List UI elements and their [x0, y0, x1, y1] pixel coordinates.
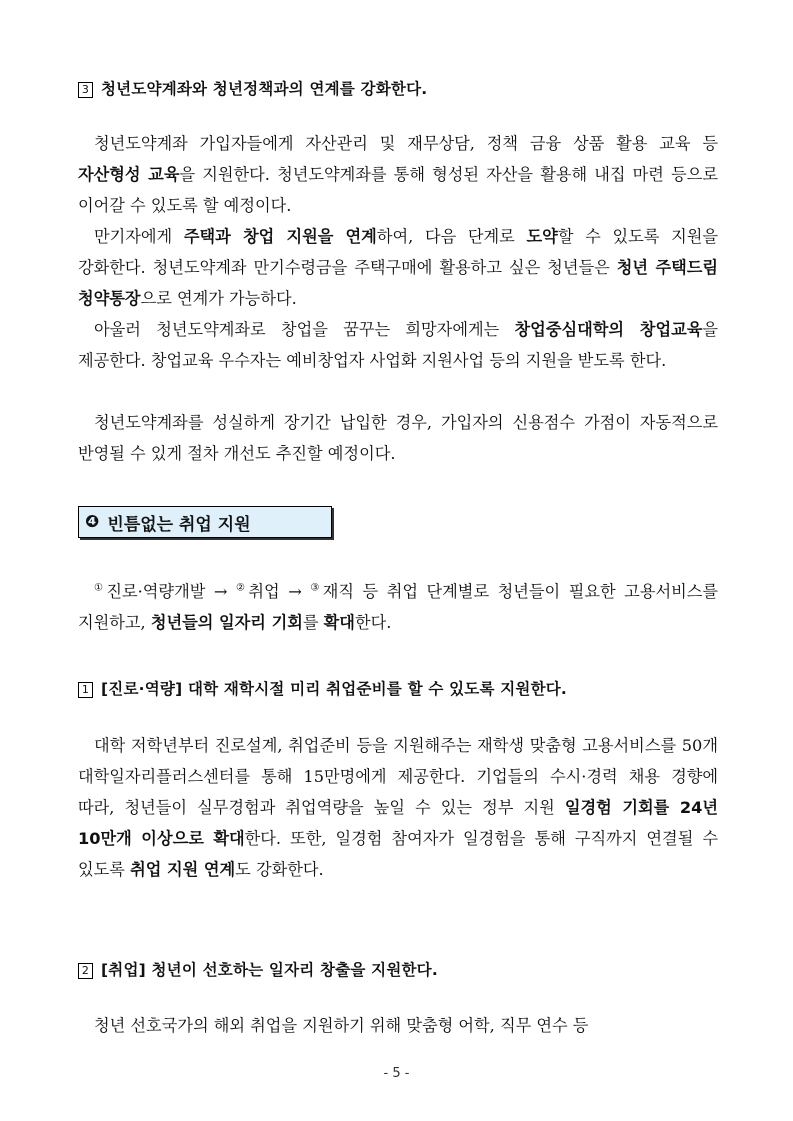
boxed-number-icon: 3 — [78, 82, 93, 98]
subsection1-paragraph: 대학 저학년부터 진로설계, 취업준비 등을 지원해주는 재학생 맞춤형 고용서비스를 50개 대학일자리플러스센터를 통해 15만명에게 제공한다. 기업들의 수시·경력 채용 경향에 따라, 청년들이 실무경험과 취업역량을 높일 수 있는 정부 지원 일경험 기회를 24년 10만개 이상으로 확대한다. 또한, 일경험 참여자가 일경험을 통해 구직까지 연결될 수 있도록 취업 지원 연계도 강화한다. — [78, 736, 718, 879]
page-number: - 5 - — [383, 1066, 410, 1081]
section4-title-box — [78, 506, 332, 538]
subsection1-heading-text: [진로·역량] 대학 재학시절 미리 취업준비를 할 수 있도록 지원한다. — [101, 680, 568, 698]
section3-paragraph-2: 만기자에게 주택과 창업 지원을 연계하여, 다음 단계로 도약할 수 있도록 지원을 강화한다. 청년도약계좌 만기수령금을 주택구매에 활용하고 싶은 청년들은 청년 주택드림 청약통장으로 연계가 가능하다. — [78, 227, 718, 308]
section4-intro: ①진로·역량개발 → ②취업 → ③재직 등 취업 단계별로 청년들이 필요한 고용서비스를 지원하고, 청년들의 일자리 기회를 확대한다. — [78, 582, 719, 632]
subsection2-paragraph: 청년 선호국가의 해외 취업을 지원하기 위해 맞춤형 어학, 직무 연수 등 — [94, 1016, 589, 1035]
number-4-icon: ❹ — [85, 512, 100, 532]
section3-heading-text: 청년도약계좌와 청년정책과의 연계를 강화한다. — [101, 80, 428, 98]
subsection1-heading — [78, 677, 567, 699]
subsection2-heading — [78, 958, 438, 980]
section3-heading — [78, 77, 427, 99]
section3-paragraph-1: 청년도약계좌 가입자들에게 자산관리 및 재무상담, 정책 금융 상품 활용 교육 등 자산형성 교육을 지원한다. 청년도약계좌를 통해 형성된 자산을 활용해 내집 마련 등으로 이어갈 수 있도록 할 예정이다. — [78, 134, 718, 215]
section3-paragraph-4: 청년도약계좌를 성실하게 장기간 납입한 경우, 가입자의 신용점수 가점이 자동적으로 반영될 수 있게 절차 개선도 추진할 예정이다. — [78, 413, 718, 463]
section3-paragraph-3: 아울러 청년도약계좌로 창업을 꿈꾸는 희망자에게는 창업중심대학의 창업교육을 제공한다. 창업교육 우수자는 예비창업자 사업화 지원사업 등의 지원을 받도록 한다. — [78, 320, 718, 370]
section4-title: 빈틈없는 취업 지원 — [107, 514, 251, 535]
subsection2-heading-text: [취업] 청년이 선호하는 일자리 창출을 지원한다. — [101, 961, 438, 979]
boxed-number-icon: 2 — [78, 963, 93, 979]
boxed-number-icon: 1 — [78, 682, 93, 698]
